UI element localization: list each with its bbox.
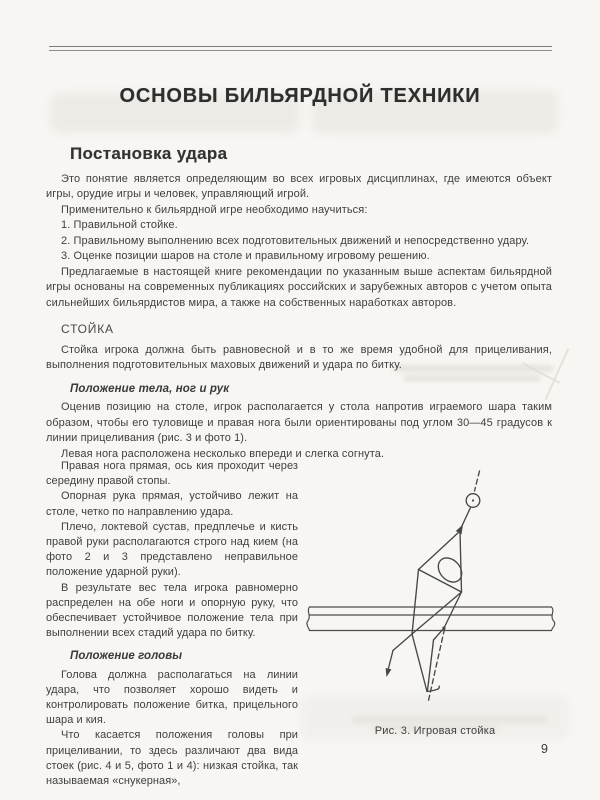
subheading-head-position: Положение головы — [70, 650, 183, 663]
figure-caption: Рис. 3. Игровая стойка — [374, 725, 496, 737]
torso-left-line — [412, 570, 419, 635]
list-item: 1. Правильной стойке. — [61, 219, 178, 231]
list-item: 3. Оценке позиции шаров на столе и правильному игровому решению. — [61, 250, 430, 262]
stance-diagram — [298, 459, 572, 719]
paragraph: Плечо, локтевой сустав, предплечье и кисть правой руки располагаются строго над кием (на фото 2 и 3 представлено неправильное положение ударной руки). — [46, 520, 298, 579]
paragraph: Оценив позицию на столе, игрок располагается у стола напротив играемого шара таким образом, чтобы его туловище и правая нога были ориентированы под углом 30—45 градусов к линии прицеливания (рис. 3 и фото 1). — [46, 401, 552, 444]
paragraph: Что касается положения головы при прицеливании, то здесь различают два вида стоек (рис. 4 и 5, фото 1 и 4): низкая стойка, так называемая «снукерная», — [46, 729, 298, 788]
torso-diagonal-line — [412, 592, 462, 634]
ball-center-dot — [472, 499, 474, 501]
list-item: 2. Правильному выполнению всех подготовительных движений и непосредственно удару. — [61, 234, 530, 247]
paragraph: Применительно к бильярдной игре необходимо научиться: — [61, 203, 368, 216]
paragraph: Это понятие является определяющим во всех игровых дисциплинах, где имеются объект игры, орудие игры и человек, управляющий игрой. — [46, 172, 552, 200]
hip-line — [444, 592, 462, 628]
left-thigh-line — [393, 634, 412, 651]
aim-line-top — [475, 471, 480, 491]
paragraph: В результате вес тела игрока равномерно распределен на обе ноги и опорную руку, что обеспечивает устойчивое положение тела при выполнении всех стадий удара по битку. — [46, 581, 298, 640]
paragraph: Правая нога прямая, ось кия проходит через середину правой стопы. — [46, 460, 298, 488]
right-leg-front-line — [412, 634, 427, 692]
paragraph: Левая нога расположена несколько впереди и слегка согнута. — [61, 447, 385, 460]
cue-line — [461, 508, 471, 529]
cue-arrowhead — [456, 525, 463, 535]
foot-arrowhead — [386, 668, 392, 677]
right-foot-stroke — [427, 686, 439, 691]
chapter-title: ОСНОВЫ БИЛЬЯРДНОЙ ТЕХНИКИ — [119, 85, 481, 107]
paragraph: Предлагаемые в настоящей книге рекомендации по указанным выше аспектам бильярдной игры основаны на современных публикациях российских и зарубежных авторов с учетом опыта сильнейших бильярдистов мира, а также на собственных наработках авторов. — [46, 265, 552, 309]
figure-game-stance — [298, 459, 572, 737]
section-heading-stance: СТОЙКА — [61, 322, 114, 336]
left-column-text — [46, 459, 298, 789]
paragraph: Голова должна располагаться на линии удара, что позволяет хорошо видеть и контролировать положение битка, прицельного шара и кия. — [46, 668, 298, 727]
rail-left-break — [307, 607, 310, 631]
double-rule — [49, 46, 552, 51]
subheading-body-legs-arms: Положение тела, ног и рук — [70, 382, 230, 395]
section-heading-strike-setup: Постановка удара — [70, 144, 228, 163]
main-text — [46, 146, 552, 462]
strike-arm-line — [460, 531, 462, 592]
rail-right-break — [552, 607, 555, 631]
knee-joint-dot — [442, 626, 445, 629]
page-number: 9 — [541, 742, 548, 756]
paragraph: Опорная рука прямая, устойчиво лежит на столе, четко по направлению удара. — [46, 490, 298, 518]
paragraph: Стойка игрока должна быть равновесной и в то же время удобной для прицеливания, выполнения подготовительных маховых движений и удара по битку. — [46, 343, 552, 371]
